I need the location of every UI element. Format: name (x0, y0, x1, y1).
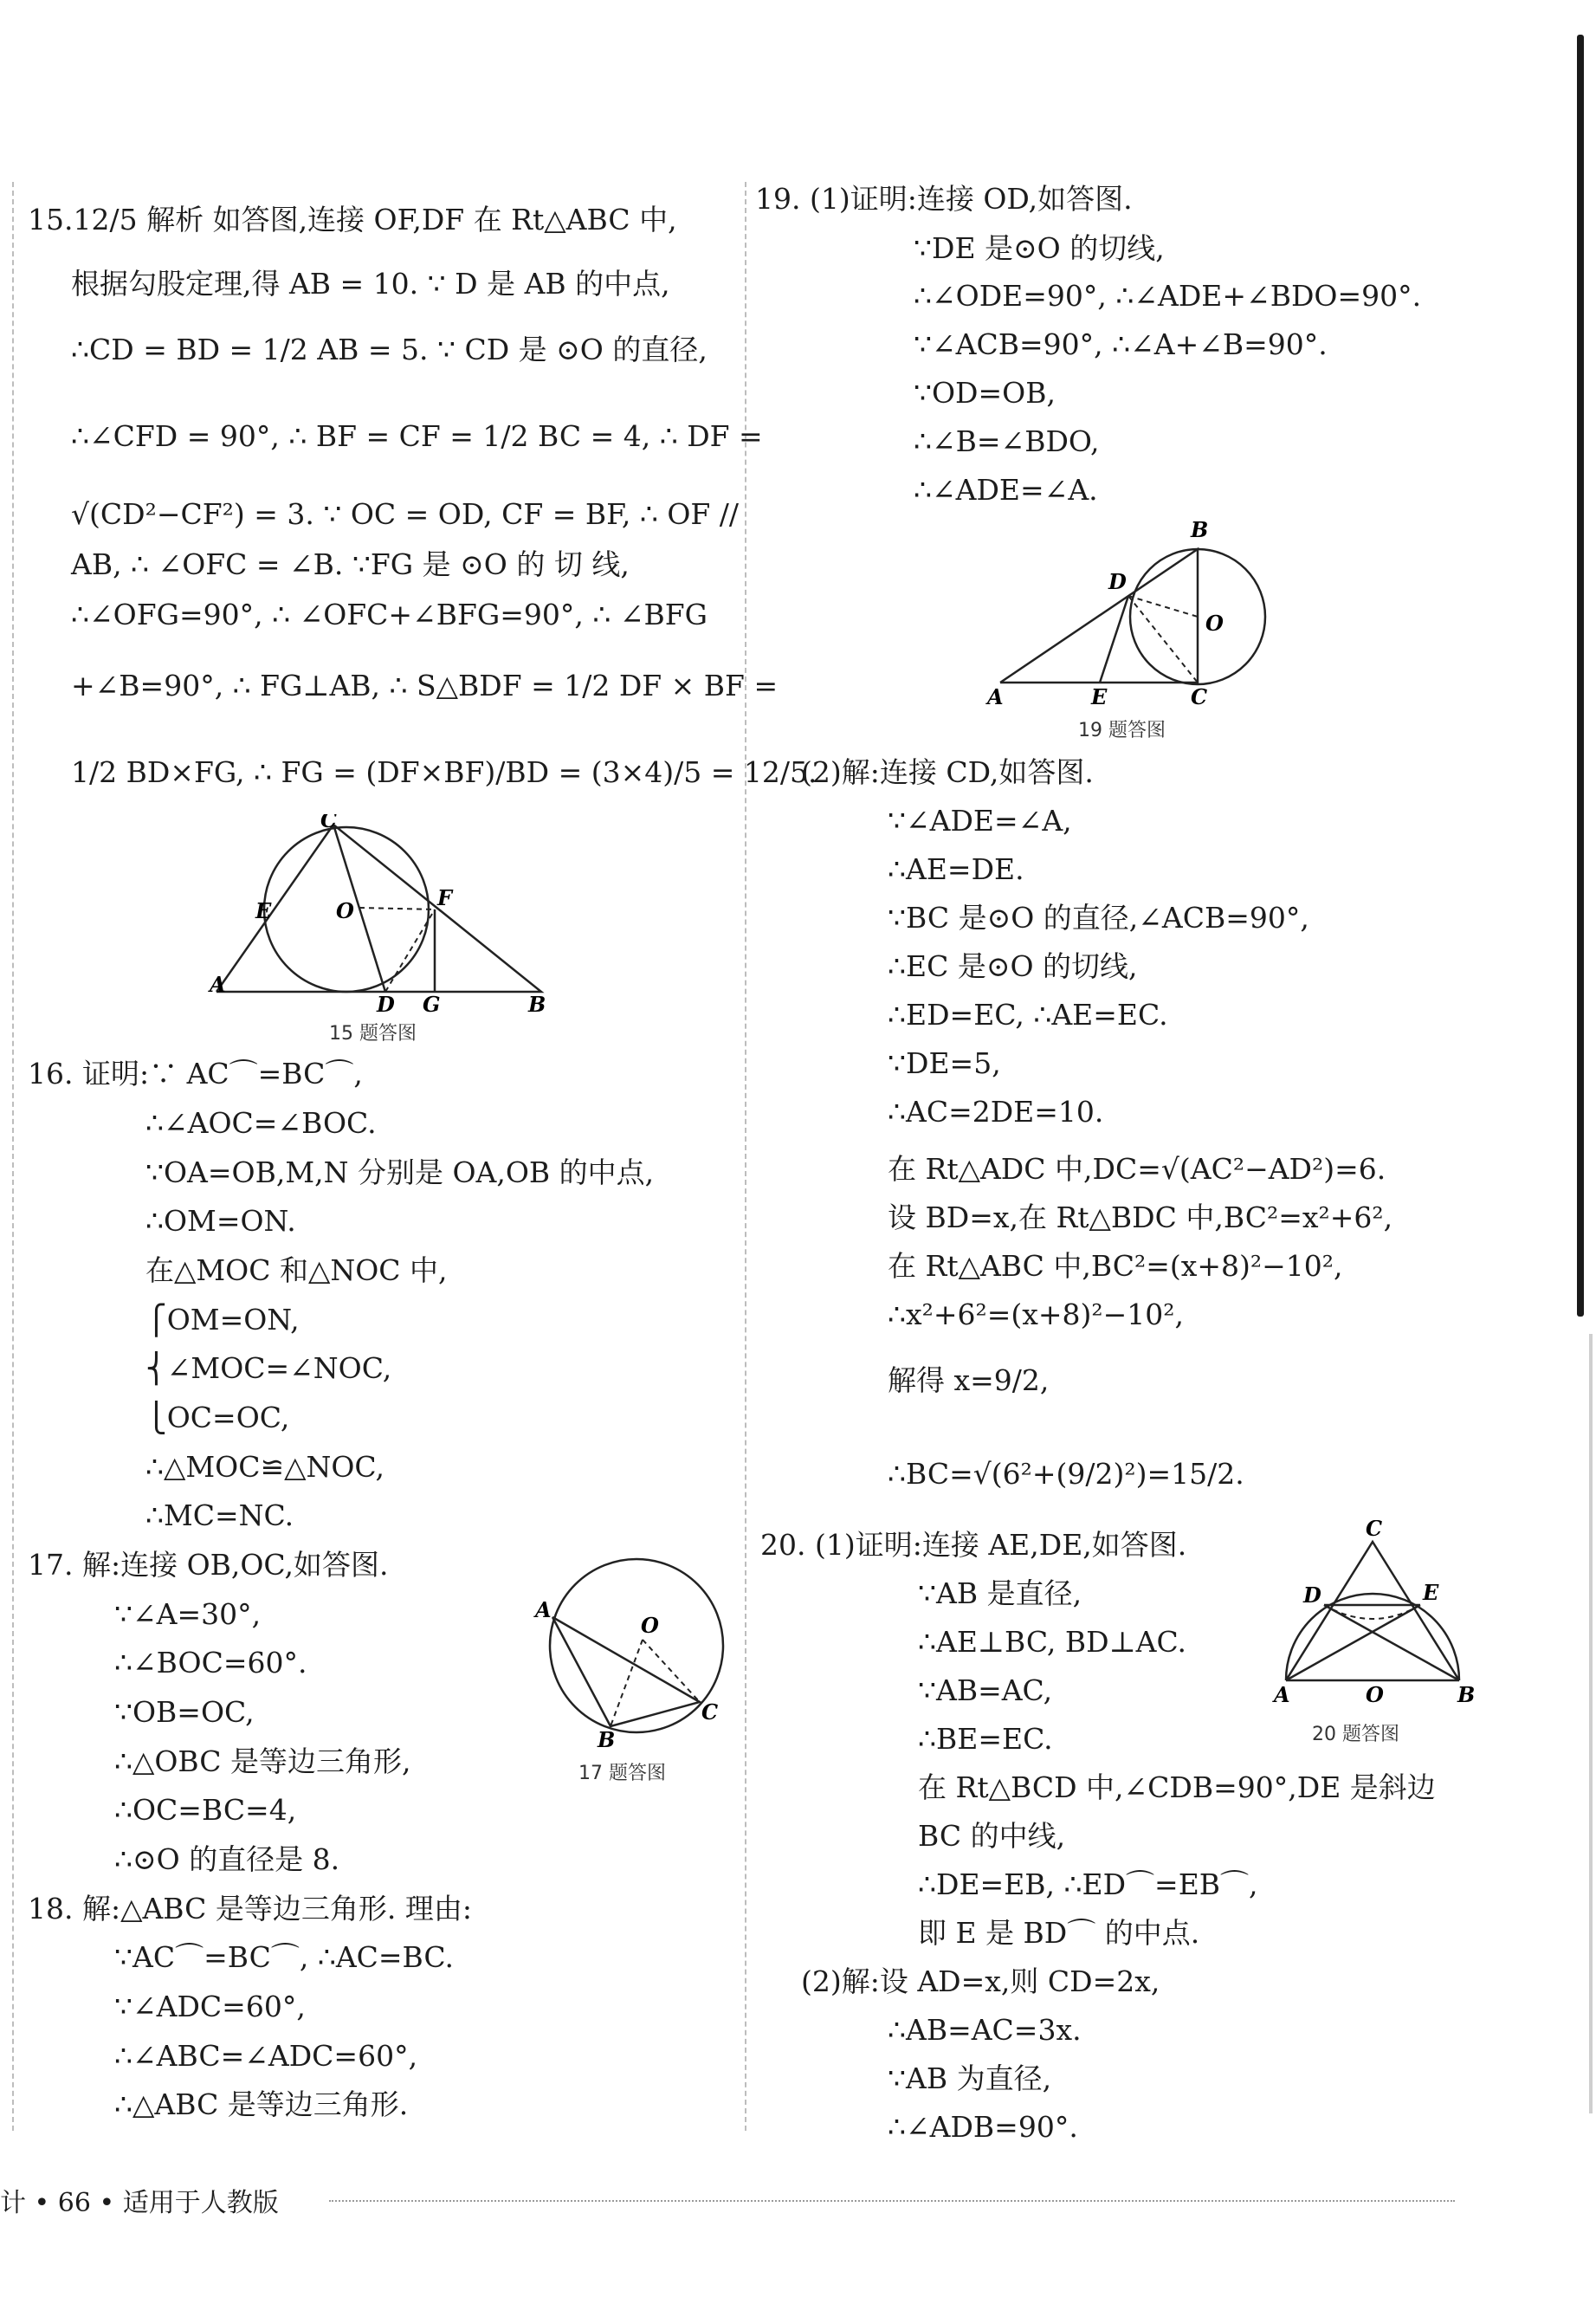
line: 解得 x=9/2, (888, 1363, 1050, 1397)
fig20-label: C (1366, 1520, 1383, 1541)
line: ∵AC⌒=BC⌒, ∴AC=BC. (114, 1940, 454, 1974)
fig15-label: B (528, 992, 546, 1013)
line: 在 Rt△BCD 中,∠CDB=90°,DE 是斜边 (918, 1770, 1436, 1804)
line: ∴BE=EC. (918, 1722, 1053, 1756)
line: ∴AB=AC=3x. (888, 2013, 1082, 2047)
line: ∴x²+6²=(x+8)²−10², (888, 1298, 1184, 1331)
line: 18. 解:△ABC 是等边三角形. 理由: (28, 1892, 472, 1925)
fig15-label: A (210, 972, 226, 997)
fig15-label: O (336, 898, 354, 923)
line: ∴DE=EB, ∴ED⌒=EB⌒, (918, 1867, 1258, 1901)
line: 15.12/5 解析 如答图,连接 OF,DF 在 Rt△ABC 中, (28, 203, 677, 236)
line: ∴△ABC 是等边三角形. (114, 2087, 409, 2121)
fig20-label: O (1366, 1682, 1384, 1707)
line: ∴MC=NC. (145, 1498, 294, 1532)
fig15-label: C (320, 814, 338, 832)
line: ∴∠OFG=90°, ∴ ∠OFC+∠BFG=90°, ∴ ∠BFG (71, 598, 708, 631)
line: ∴BC=√(6²+(9/2)²)=15/2. (888, 1457, 1244, 1491)
fig17-label: O (641, 1613, 659, 1638)
line: √(CD²−CF²) = 3. ∵ OC = OD, CF = BF, ∴ OF // (71, 497, 740, 531)
line: ⎩OC=OC, (145, 1401, 290, 1434)
line: 1/2 BD×FG, ∴ FG = (DF×BF)/BD = (3×4)/5 = 12/5. (71, 755, 817, 789)
line: 19. (1)证明:连接 OD,如答图. (755, 182, 1133, 216)
line: ∴∠ADE=∠A. (914, 473, 1098, 507)
line: ∵DE=5, (888, 1046, 1001, 1080)
fig17-label: B (598, 1727, 616, 1752)
fig15-label: F (437, 885, 453, 910)
fig19-label: A (987, 684, 1004, 709)
fig20-label: B (1457, 1682, 1476, 1707)
line: ∴△MOC≌△NOC, (145, 1450, 384, 1484)
fig17-label: A (535, 1597, 552, 1622)
line: ∵∠ACB=90°, ∴∠A+∠B=90°. (914, 327, 1328, 361)
line: ∴∠ADB=90°. (888, 2110, 1078, 2144)
fig19-label: B (1191, 518, 1209, 542)
line: AB, ∴ ∠OFC = ∠B. ∵FG 是 ⊙O 的 切 线, (71, 547, 630, 581)
line: ∴∠ODE=90°, ∴∠ADE+∠BDO=90°. (914, 279, 1422, 313)
line: ∵OD=OB, (914, 376, 1056, 410)
line: ∵OA=OB,M,N 分别是 OA,OB 的中点, (145, 1155, 655, 1189)
line: ∴ED=EC, ∴AE=EC. (888, 998, 1168, 1032)
figure-17 (528, 1546, 736, 1754)
line: ∴∠CFD = 90°, ∴ BF = CF = 1/2 BC = 4, ∴ DF = (71, 419, 763, 453)
line: ∴AC=2DE=10. (888, 1095, 1104, 1129)
fig15-label: E (255, 898, 272, 923)
fig15-label: D (377, 992, 395, 1013)
line: ∴∠B=∠BDO, (914, 424, 1100, 458)
figure-20-caption: 20 题答图 (1312, 1724, 1399, 1745)
line: BC 的中线, (918, 1819, 1066, 1853)
line: ⎧OM=ON, (145, 1303, 300, 1336)
line: 根据勾股定理,得 AB = 10. ∵ D 是 AB 的中点, (71, 267, 670, 301)
fig19-label: C (1191, 684, 1208, 709)
column-divider (745, 182, 746, 2131)
line: 17. 解:连接 OB,OC,如答图. (28, 1548, 389, 1582)
line: ∵DE 是⊙O 的切线, (914, 231, 1165, 265)
figure-17-caption: 17 题答图 (578, 1763, 666, 1784)
line: ∴AE=DE. (888, 852, 1024, 886)
line: 即 E 是 BD⌒ 的中点. (918, 1916, 1200, 1950)
line: 16. 证明:∵ AC⌒=BC⌒, (28, 1057, 363, 1091)
line: ∵∠ADC=60°, (114, 1990, 306, 2023)
figure-19 (979, 518, 1273, 717)
fig19-label: D (1108, 569, 1127, 594)
line: ∵AB=AC, (918, 1673, 1053, 1707)
page-edge-shadow (1589, 1334, 1593, 2113)
line: ∴∠AOC=∠BOC. (145, 1106, 377, 1140)
fig20-label: E (1423, 1580, 1439, 1605)
figure-20 (1269, 1520, 1476, 1711)
fig15-label: G (423, 992, 441, 1013)
line: ∵∠ADE=∠A, (888, 804, 1072, 838)
page-footer: 计 • 66 • 适用于人教版 (0, 2188, 279, 2218)
figure-15 (208, 814, 554, 1013)
line: ∵BC 是⊙O 的直径,∠ACB=90°, (888, 901, 1309, 935)
fig19-label: O (1205, 611, 1224, 636)
line: 20. (1)证明:连接 AE,DE,如答图. (760, 1528, 1187, 1562)
line: ∵AB 为直径, (888, 2061, 1052, 2095)
line: (2)解:连接 CD,如答图. (801, 755, 1094, 789)
line: +∠B=90°, ∴ FG⊥AB, ∴ S△BDF = 1/2 DF × BF = (71, 669, 779, 702)
line: ∴△OBC 是等边三角形, (114, 1744, 411, 1778)
line: ∴∠ABC=∠ADC=60°, (114, 2039, 418, 2073)
fig20-label: A (1274, 1682, 1290, 1707)
line: ∵AB 是直径, (918, 1576, 1082, 1610)
line: 在△MOC 和△NOC 中, (145, 1253, 448, 1287)
figure-15-caption: 15 题答图 (329, 1023, 417, 1045)
line: 在 Rt△ABC 中,BC²=(x+8)²−10², (888, 1249, 1343, 1283)
fig20-label: D (1303, 1582, 1321, 1608)
line: ∵OB=OC, (114, 1695, 255, 1729)
line: ∴EC 是⊙O 的切线, (888, 949, 1138, 983)
left-margin-rule (12, 182, 14, 2131)
fig19-label: E (1091, 684, 1108, 709)
line: ∵∠A=30°, (114, 1597, 262, 1631)
page-edge (1577, 35, 1584, 1317)
fig17-label: C (701, 1699, 719, 1725)
line: (2)解:设 AD=x,则 CD=2x, (801, 1964, 1160, 1998)
line: ∴CD = BD = 1/2 AB = 5. ∵ CD 是 ⊙O 的直径, (71, 333, 708, 366)
line: ⎨∠MOC=∠NOC, (145, 1351, 392, 1385)
line: ∴OC=BC=4, (114, 1793, 297, 1827)
line: ∴AE⊥BC, BD⊥AC. (918, 1625, 1187, 1659)
line: ∴⊙O 的直径是 8. (114, 1842, 340, 1876)
figure-19-caption: 19 题答图 (1078, 720, 1166, 741)
line: ∴∠BOC=60°. (114, 1646, 307, 1679)
line: 设 BD=x,在 Rt△BDC 中,BC²=x²+6², (888, 1201, 1393, 1234)
line: ∴OM=ON. (145, 1204, 296, 1238)
line: 在 Rt△ADC 中,DC=√(AC²−AD²)=6. (888, 1152, 1386, 1186)
footer-rule (329, 2200, 1455, 2202)
